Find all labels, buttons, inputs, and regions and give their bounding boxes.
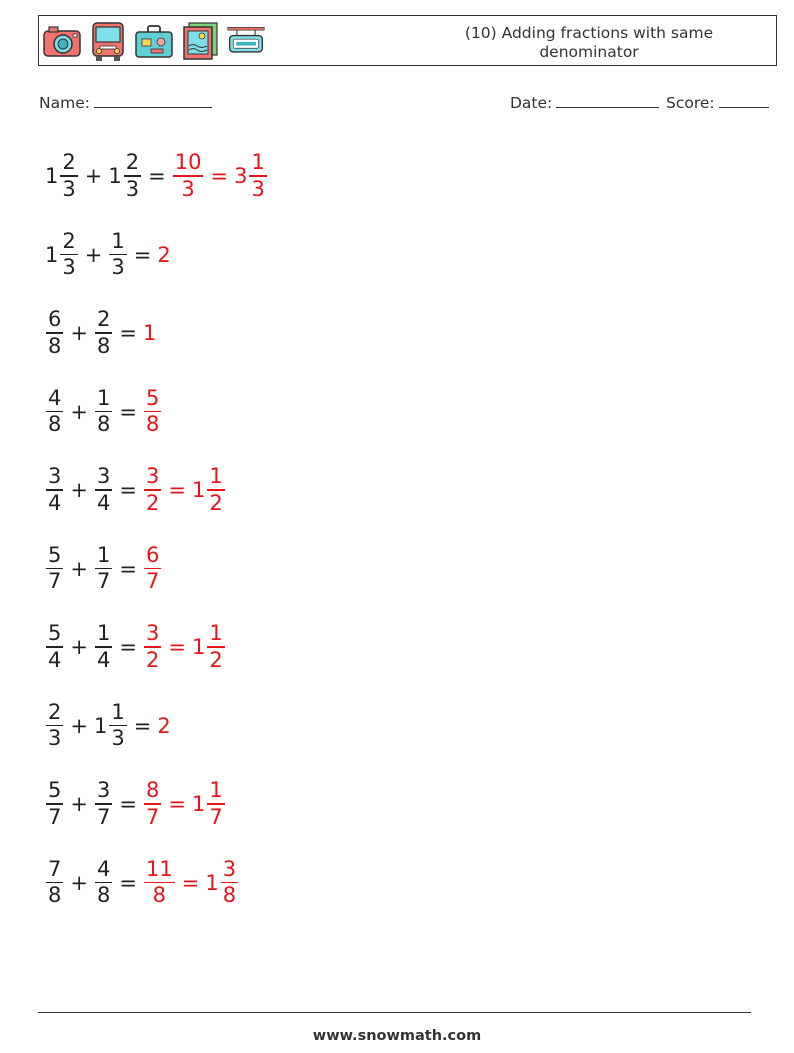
denominator: 8: [145, 412, 160, 437]
denominator: 8: [48, 333, 62, 358]
equals-sign: =: [148, 164, 166, 188]
numerator: 2: [48, 699, 62, 724]
answer-equals-sign: =: [168, 635, 186, 659]
answer: [157, 243, 170, 267]
equals-sign: =: [119, 478, 137, 502]
denominator: 8: [222, 883, 237, 908]
answer: [143, 857, 239, 909]
camera-icon: [42, 20, 82, 62]
numerator: 3: [96, 464, 111, 489]
answer: [143, 464, 226, 516]
denominator: 7: [48, 804, 62, 829]
addend: [108, 150, 142, 202]
score-blank[interactable]: [719, 92, 769, 108]
numerator: 5: [48, 621, 62, 646]
numerator: 1: [209, 464, 223, 489]
numerator: 2: [125, 150, 140, 175]
answer-mixed-fraction: [249, 150, 266, 202]
denominator: 7: [145, 804, 160, 829]
equals-sign: =: [119, 399, 137, 424]
name-label: Name:: [39, 94, 90, 112]
date-blank[interactable]: [556, 92, 659, 108]
denominator: 3: [251, 176, 265, 201]
addend-fraction: [95, 464, 112, 516]
denominator: 4: [96, 490, 111, 515]
addend-fraction: [109, 229, 126, 281]
problem-row: [45, 300, 156, 366]
plus-sign: +: [84, 164, 103, 188]
addend: [94, 464, 113, 516]
answer-mixed-fraction: [207, 464, 224, 516]
numerator: 2: [62, 228, 76, 253]
answer-equals-sign: =: [168, 478, 186, 502]
addend-fraction: [46, 621, 63, 673]
problem-row: [45, 693, 171, 759]
worksheet-title: (10) Adding fractions with same denominator: [464, 24, 714, 61]
answer-mixed: [205, 857, 239, 909]
denominator: 8: [96, 333, 111, 358]
denominator: 2: [145, 647, 160, 672]
equals-sign: =: [119, 870, 137, 895]
addend: [45, 150, 79, 202]
denominator: 8: [152, 883, 167, 908]
whole-part: 1: [45, 164, 59, 188]
addend-fraction: [60, 229, 77, 281]
numerator: 4: [96, 856, 111, 881]
numerator: 1: [209, 778, 223, 803]
addend: [94, 857, 113, 909]
denominator: 2: [209, 647, 223, 672]
numerator: 1: [209, 621, 223, 646]
answer: [157, 714, 170, 738]
whole-part: 1: [191, 792, 206, 816]
answer-whole: 2: [157, 242, 171, 267]
denominator: 7: [96, 804, 111, 829]
addend-fraction: [109, 700, 126, 752]
addend: [94, 307, 113, 359]
addend: [45, 857, 64, 909]
equals-sign: =: [133, 242, 152, 267]
denominator: 4: [48, 490, 62, 515]
plus-sign: +: [70, 635, 88, 659]
numerator: 6: [145, 542, 160, 567]
problem-row: [45, 614, 226, 680]
numerator: 8: [145, 778, 160, 803]
addend: [45, 386, 64, 438]
footer-url: www.snowmath.com: [312, 1028, 482, 1044]
addend: [45, 543, 64, 595]
name-blank[interactable]: [94, 92, 212, 108]
addend: [45, 778, 64, 830]
equals-sign: =: [119, 792, 137, 816]
footer-divider: [38, 1012, 751, 1013]
plus-sign: +: [70, 713, 88, 738]
answer: [143, 621, 226, 673]
addend: [45, 307, 64, 359]
numerator: 7: [48, 856, 62, 881]
numerator: 5: [48, 778, 62, 803]
numerator: 4: [48, 385, 62, 410]
addend-fraction: [46, 307, 63, 359]
equals-sign: =: [119, 556, 137, 581]
denominator: 3: [125, 176, 140, 201]
problem-row: [45, 850, 239, 916]
problem-row: [45, 457, 226, 523]
denominator: 3: [181, 176, 195, 201]
addend-fraction: [124, 150, 141, 202]
numerator: 1: [251, 150, 265, 175]
denominator: 7: [145, 569, 160, 594]
plus-sign: +: [70, 321, 88, 345]
problem-row: [45, 379, 162, 445]
answer-mixed: [192, 778, 226, 830]
plus-sign: +: [70, 870, 88, 895]
answer: [172, 150, 268, 202]
worksheet-header: [38, 15, 777, 66]
answer-improper-fraction: [144, 464, 161, 516]
denominator: 4: [96, 647, 111, 672]
plus-sign: +: [84, 242, 103, 267]
header-icons: [42, 20, 266, 64]
addend-fraction: [95, 857, 112, 909]
denominator: 3: [62, 176, 76, 201]
whole-part: 1: [205, 870, 219, 895]
answer-equals-sign: =: [210, 164, 229, 188]
answer-equals-sign: =: [168, 792, 186, 816]
denominator: 3: [62, 255, 76, 280]
hotel-sign-icon: [226, 20, 266, 62]
numerator: 5: [145, 385, 160, 410]
date-field: [510, 92, 659, 112]
answer: [143, 386, 162, 438]
numerator: 1: [111, 228, 125, 253]
answer-mixed-fraction: [207, 621, 224, 673]
answer-improper-fraction: [144, 386, 161, 438]
name-field: [39, 92, 212, 112]
numerator: 2: [96, 307, 111, 332]
whole-part: 1: [45, 242, 59, 267]
addend-fraction: [46, 700, 63, 752]
answer: [143, 778, 226, 830]
numerator: 1: [111, 699, 125, 724]
answer: [143, 543, 162, 595]
denominator: 8: [48, 883, 62, 908]
answer-mixed: [234, 150, 268, 202]
answer-improper-fraction: [144, 857, 175, 909]
addend: [94, 700, 128, 752]
plus-sign: +: [70, 399, 88, 424]
numerator: 1: [96, 385, 111, 410]
denominator: 8: [96, 883, 111, 908]
denominator: 3: [48, 726, 62, 751]
answer-whole: 2: [157, 713, 171, 738]
whole-part: 1: [191, 478, 206, 502]
whole-part: 1: [108, 164, 122, 188]
numerator: 1: [96, 621, 111, 646]
addend: [94, 386, 113, 438]
addend-fraction: [95, 778, 112, 830]
numerator: 1: [96, 542, 111, 567]
addend: [108, 229, 127, 281]
addend: [45, 464, 64, 516]
numerator: 3: [222, 856, 237, 881]
postcard-icon: [180, 20, 220, 62]
answer-improper-fraction: [144, 778, 161, 830]
addend-fraction: [95, 307, 112, 359]
answer-mixed-fraction: [221, 857, 238, 909]
plus-sign: +: [70, 792, 88, 816]
numerator: 5: [48, 542, 62, 567]
denominator: 8: [96, 412, 111, 437]
numerator: 10: [174, 150, 202, 175]
numerator: 3: [145, 464, 160, 489]
addend-fraction: [60, 150, 77, 202]
addend: [45, 229, 79, 281]
answer: [143, 321, 156, 345]
problem-row: [45, 536, 162, 602]
date-label: Date:: [510, 94, 553, 112]
addend-fraction: [46, 464, 63, 516]
equals-sign: =: [133, 713, 152, 738]
answer-improper-fraction: [144, 621, 161, 673]
addend: [45, 700, 64, 752]
numerator: 3: [48, 464, 62, 489]
suitcase-icon: [134, 20, 174, 62]
denominator: 2: [209, 490, 223, 515]
denominator: 7: [96, 569, 111, 594]
answer-equals-sign: =: [181, 870, 200, 895]
addend-fraction: [95, 621, 112, 673]
answer-mixed-fraction: [207, 778, 224, 830]
addend-fraction: [46, 778, 63, 830]
denominator: 8: [48, 412, 62, 437]
denominator: 3: [111, 255, 125, 280]
problem-row: [45, 771, 226, 837]
denominator: 4: [48, 647, 62, 672]
addend: [45, 621, 64, 673]
denominator: 3: [111, 726, 125, 751]
equals-sign: =: [119, 635, 137, 659]
addend-fraction: [46, 543, 63, 595]
addend: [94, 543, 113, 595]
addend-fraction: [95, 386, 112, 438]
addend: [94, 778, 113, 830]
denominator: 2: [145, 490, 160, 515]
denominator: 7: [48, 569, 62, 594]
plus-sign: +: [70, 478, 88, 502]
answer-mixed: [192, 464, 226, 516]
bus-icon: [88, 20, 128, 62]
addend-fraction: [95, 543, 112, 595]
addend-fraction: [46, 857, 63, 909]
equals-sign: =: [119, 321, 137, 345]
score-field: [666, 92, 769, 112]
whole-part: 1: [191, 635, 206, 659]
whole-part: 1: [93, 713, 108, 738]
addend: [94, 621, 113, 673]
answer-improper-fraction: [173, 150, 204, 202]
numerator: 2: [62, 150, 76, 175]
numerator: 3: [145, 621, 160, 646]
numerator: 6: [48, 307, 62, 332]
denominator: 7: [209, 804, 223, 829]
addend-fraction: [46, 386, 63, 438]
whole-part: 3: [234, 164, 248, 188]
numerator: 3: [96, 778, 111, 803]
problem-row: [45, 143, 268, 209]
score-label: Score:: [666, 94, 715, 112]
answer-whole: 1: [142, 321, 157, 345]
plus-sign: +: [70, 556, 88, 581]
answer-improper-fraction: [144, 543, 161, 595]
numerator: 11: [145, 856, 173, 881]
problem-row: [45, 222, 171, 288]
answer-mixed: [192, 621, 226, 673]
